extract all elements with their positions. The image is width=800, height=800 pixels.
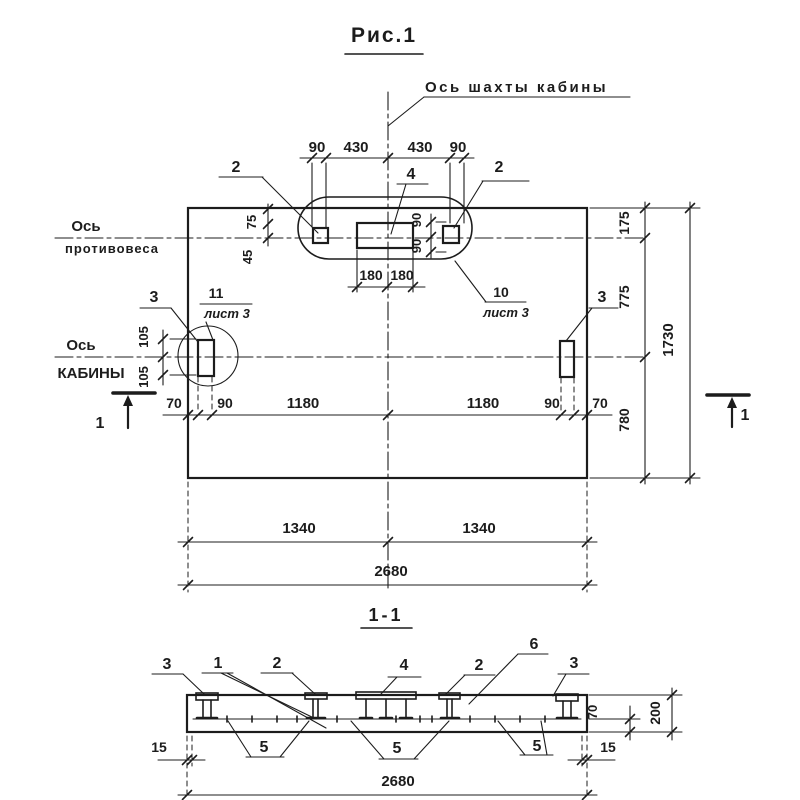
label-5-center <box>351 721 449 759</box>
dim-180-chain <box>348 250 425 292</box>
dim-175: 175 <box>616 211 632 235</box>
dim-775: 775 <box>616 285 632 309</box>
dim-105-a: 105 <box>136 326 151 348</box>
svg-text:2: 2 <box>272 655 282 672</box>
section-view <box>151 605 682 800</box>
cut-arrow-right <box>727 397 737 408</box>
plan-labels <box>140 159 618 342</box>
svg-text:10: 10 <box>493 284 509 300</box>
dim-430-a: 430 <box>343 139 369 156</box>
svg-text:2: 2 <box>494 159 504 176</box>
svg-text:лист 3: лист 3 <box>204 306 250 321</box>
dim-90-r: 90 <box>544 395 560 411</box>
dim-70-l: 70 <box>166 395 182 411</box>
shaft-axis-leader <box>388 97 424 126</box>
label-2-sec-left <box>261 655 315 694</box>
shaft-axis-label: Ось шахты кабины <box>425 79 609 96</box>
dim-780: 780 <box>616 408 632 432</box>
svg-text:3: 3 <box>569 655 579 672</box>
dim-2680-plan: 2680 <box>374 563 408 580</box>
cut-arrow-left <box>123 395 133 406</box>
cabin-word1: Ось <box>66 337 96 354</box>
dim-1730: 1730 <box>660 323 677 357</box>
label-3-right <box>566 289 618 341</box>
svg-text:2: 2 <box>231 159 241 176</box>
dim-sq90-chain <box>409 213 446 258</box>
label-5-left <box>228 721 309 757</box>
svg-text:5: 5 <box>532 738 542 755</box>
dim-top-chain <box>300 139 474 227</box>
svg-text:3: 3 <box>597 289 607 306</box>
embed-2-right <box>439 693 460 718</box>
dim-sq90-b: 90 <box>409 238 424 254</box>
svg-text:3: 3 <box>149 289 159 306</box>
dim-90-b: 90 <box>449 139 467 156</box>
shaft-axis-callout <box>388 79 630 126</box>
svg-text:11: 11 <box>208 285 224 301</box>
dim-430-b: 430 <box>407 139 433 156</box>
dim-45: 45 <box>240 249 255 265</box>
cut-label-right: 1 <box>740 407 750 424</box>
section-title <box>361 605 412 628</box>
center-opening <box>357 223 413 248</box>
cabin-axis-label <box>57 337 124 382</box>
label-5-right <box>498 721 553 755</box>
svg-text:4: 4 <box>399 657 409 674</box>
embed-2-left <box>305 693 327 718</box>
cabin-insert-left <box>198 340 214 376</box>
svg-text:1-1: 1-1 <box>368 605 404 625</box>
dim-105-b: 105 <box>136 366 151 388</box>
dim-70-r: 70 <box>592 395 608 411</box>
svg-text:лист 3: лист 3 <box>483 305 529 320</box>
embed-3-right <box>556 694 578 718</box>
label-2-right <box>454 159 529 228</box>
dim-180-a: 180 <box>359 267 383 283</box>
svg-text:3: 3 <box>162 656 172 673</box>
svg-text:1: 1 <box>213 655 223 672</box>
dim-180-b: 180 <box>390 267 414 283</box>
dim-1180-l: 1180 <box>286 395 320 412</box>
svg-text:4: 4 <box>406 166 416 183</box>
dim-15-left: 15 <box>151 739 167 755</box>
svg-text:5: 5 <box>392 740 402 757</box>
dim-15-right: 15 <box>600 739 616 755</box>
cabin-word2: КАБИНЫ <box>57 365 125 382</box>
svg-text:6: 6 <box>529 636 539 653</box>
embed-3-left <box>196 693 218 718</box>
figure-title-text: Рис.1 <box>350 24 418 47</box>
dim-70-thk: 70 <box>585 704 600 720</box>
counterweight-word1: Ось <box>71 218 101 235</box>
dim-1340-b: 1340 <box>462 520 496 537</box>
dim-90-a: 90 <box>308 139 326 156</box>
svg-text:5: 5 <box>259 739 269 756</box>
anchor-square-right <box>443 226 459 243</box>
label-1-sec <box>202 655 326 728</box>
section-cut-right <box>707 395 750 427</box>
cut-label-left: 1 <box>95 415 105 432</box>
section-cut-left <box>96 393 155 432</box>
label-10-sheet3 <box>455 261 530 320</box>
dim-2680-section: 2680 <box>381 773 415 790</box>
label-2-sec-right <box>445 657 495 695</box>
svg-text:2: 2 <box>474 657 484 674</box>
dim-sq90-a: 90 <box>409 212 424 228</box>
dim-200-thk: 200 <box>647 701 663 725</box>
section-dims <box>151 688 682 800</box>
counterweight-word2: противовеса <box>64 241 160 256</box>
dim-90-l: 90 <box>217 395 233 411</box>
cabin-insert-right <box>560 341 574 377</box>
label-4-sec <box>381 657 421 694</box>
dim-1180-r: 1180 <box>466 395 500 412</box>
label-3-sec-left <box>152 656 204 694</box>
figure-title <box>345 24 423 54</box>
label-3-sec-right <box>553 655 589 696</box>
plan-view <box>178 197 587 478</box>
slab-section-outline <box>187 695 587 732</box>
dim-75: 75 <box>244 214 259 230</box>
dim-1340-a: 1340 <box>282 520 316 537</box>
dim-right-chains <box>590 202 700 484</box>
dim-75-45 <box>240 204 273 264</box>
counterweight-axis-label <box>65 218 159 256</box>
